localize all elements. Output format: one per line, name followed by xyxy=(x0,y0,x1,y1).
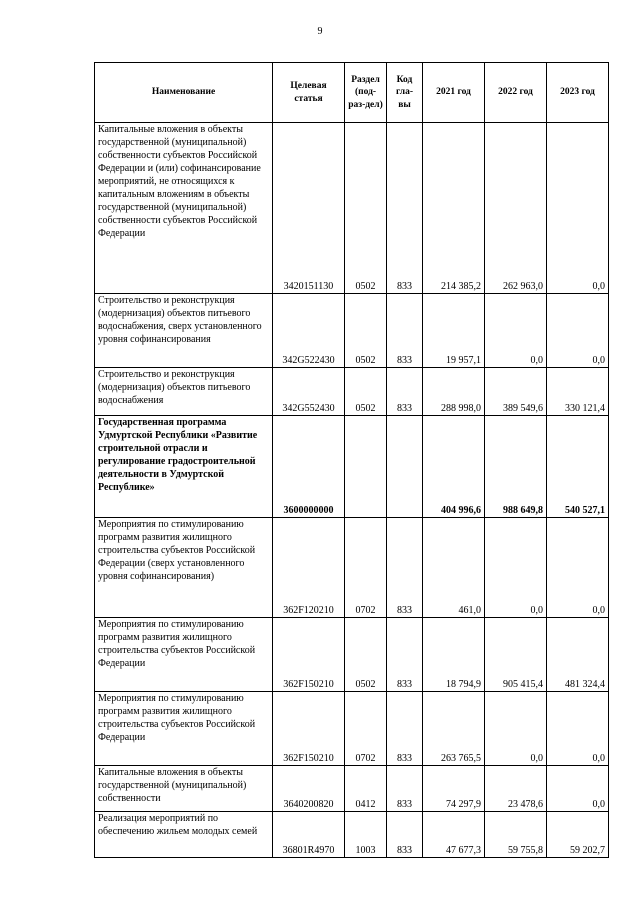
row-2023: 540 527,1 xyxy=(547,416,609,518)
row-2023: 0,0 xyxy=(547,766,609,812)
row-name: Мероприятия по стимулированию программ развития жилищного строительства субъектов Российской Федерации xyxy=(95,692,273,766)
row-2022: 59 755,8 xyxy=(485,812,547,858)
row-target: 362F120210 xyxy=(273,518,345,618)
table-row xyxy=(95,812,609,858)
header-name: Наименование xyxy=(95,63,273,123)
row-name: Капитальные вложения в объекты государственной (муниципальной) собственности xyxy=(95,766,273,812)
row-2023: 0,0 xyxy=(547,692,609,766)
row-section xyxy=(345,416,387,518)
table-row xyxy=(95,294,609,368)
row-section: 0412 xyxy=(345,766,387,812)
row-chapter: 833 xyxy=(387,812,423,858)
table-row xyxy=(95,368,609,416)
row-2021: 461,0 xyxy=(423,518,485,618)
row-section: 0502 xyxy=(345,294,387,368)
table-row xyxy=(95,618,609,692)
row-chapter: 833 xyxy=(387,692,423,766)
row-name: Строительство и реконструкция (модернизация) объектов питьевого водоснабжения xyxy=(95,368,273,416)
row-name: Мероприятия по стимулированию программ развития жилищного строительства субъектов Российской Федерации xyxy=(95,618,273,692)
row-chapter xyxy=(387,416,423,518)
row-2022: 262 963,0 xyxy=(485,123,547,294)
budget-table xyxy=(94,62,609,858)
row-2021: 288 998,0 xyxy=(423,368,485,416)
row-chapter: 833 xyxy=(387,518,423,618)
row-2023: 0,0 xyxy=(547,518,609,618)
row-2021: 19 957,1 xyxy=(423,294,485,368)
row-name: Реализация мероприятий по обеспечению жильем молодых семей xyxy=(95,812,273,858)
row-section: 0502 xyxy=(345,368,387,416)
row-chapter: 833 xyxy=(387,766,423,812)
row-chapter: 833 xyxy=(387,618,423,692)
header-2023: 2023 год xyxy=(547,63,609,123)
row-target: 3600000000 xyxy=(273,416,345,518)
row-2021: 214 385,2 xyxy=(423,123,485,294)
row-chapter: 833 xyxy=(387,368,423,416)
header-section: Раздел (под-раз-дел) xyxy=(345,63,387,123)
row-2023: 0,0 xyxy=(547,294,609,368)
table-row xyxy=(95,518,609,618)
row-2021: 74 297,9 xyxy=(423,766,485,812)
row-2021: 263 765,5 xyxy=(423,692,485,766)
row-2022: 988 649,8 xyxy=(485,416,547,518)
row-target: 36801R4970 xyxy=(273,812,345,858)
row-2022: 389 549,6 xyxy=(485,368,547,416)
row-2021: 47 677,3 xyxy=(423,812,485,858)
row-name: Мероприятия по стимулированию программ развития жилищного строительства субъектов Российской Федерации (сверх установленного уровня софинансирования) xyxy=(95,518,273,618)
row-name: Государственная программа Удмуртской Республики «Развитие строительной отрасли и регулирование градостроительной деятельности в Удмуртской Республике» xyxy=(95,416,273,518)
row-2022: 0,0 xyxy=(485,518,547,618)
row-chapter: 833 xyxy=(387,294,423,368)
row-2022: 0,0 xyxy=(485,294,547,368)
row-2021: 404 996,6 xyxy=(423,416,485,518)
header-target: Целевая статья xyxy=(273,63,345,123)
row-section: 0502 xyxy=(345,618,387,692)
page-number: 9 xyxy=(317,26,323,37)
row-target: 362F150210 xyxy=(273,692,345,766)
row-2023: 481 324,4 xyxy=(547,618,609,692)
table-header-row xyxy=(95,63,609,123)
row-target: 3420151130 xyxy=(273,123,345,294)
table-row xyxy=(95,766,609,812)
row-2023: 0,0 xyxy=(547,123,609,294)
header-chapter: Код гла-вы xyxy=(387,63,423,123)
row-2022: 905 415,4 xyxy=(485,618,547,692)
row-target: 362F150210 xyxy=(273,618,345,692)
row-2022: 23 478,6 xyxy=(485,766,547,812)
header-2021: 2021 год xyxy=(423,63,485,123)
table-row xyxy=(95,416,609,518)
row-2023: 59 202,7 xyxy=(547,812,609,858)
header-2022: 2022 год xyxy=(485,63,547,123)
row-target: 342G522430 xyxy=(273,294,345,368)
row-section: 0702 xyxy=(345,518,387,618)
table-row xyxy=(95,123,609,294)
row-section: 1003 xyxy=(345,812,387,858)
row-section: 0702 xyxy=(345,692,387,766)
row-2022: 0,0 xyxy=(485,692,547,766)
row-target: 342G552430 xyxy=(273,368,345,416)
row-target: 3640200820 xyxy=(273,766,345,812)
table-row xyxy=(95,692,609,766)
row-2023: 330 121,4 xyxy=(547,368,609,416)
row-name: Капитальные вложения в объекты государственной (муниципальной) собственности субъектов Российской Федерации и (или) софинансирование мероприятий, не относящихся к капитальным вложениям в объекты государственной (муниципальной) собственности субъектов Российской Федерации xyxy=(95,123,273,294)
row-chapter: 833 xyxy=(387,123,423,294)
row-name: Строительство и реконструкция (модернизация) объектов питьевого водоснабжения, сверх установленного уровня софинансирования xyxy=(95,294,273,368)
row-section: 0502 xyxy=(345,123,387,294)
row-2021: 18 794,9 xyxy=(423,618,485,692)
